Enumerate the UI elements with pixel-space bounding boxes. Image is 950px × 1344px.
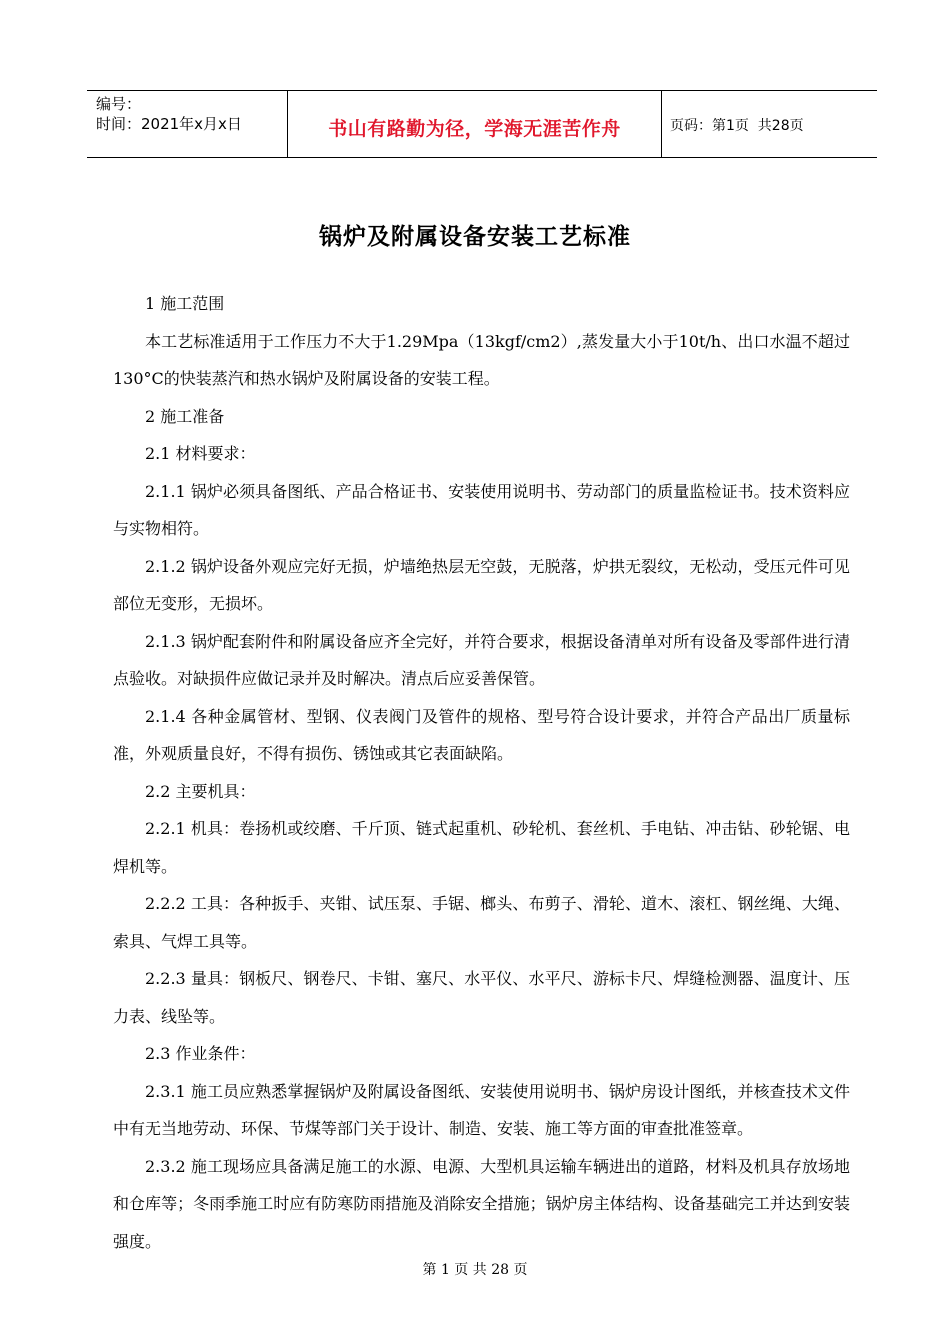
paragraph: 2.1.1 锅炉必须具备图纸、产品合格证书、安装使用说明书、劳动部门的质量监检证书。技术资料应与实物相符。: [113, 481, 850, 538]
paragraph: 本工艺标准适用于工作压力不大于1.29Mpa（13kgf/cm2）,蒸发量大小于10t/h、出口水温不超过130°C的快装蒸汽和热水锅炉及附属设备的安装工程。: [113, 331, 850, 388]
header-page-label: 页码：第1页 共28页: [670, 118, 804, 134]
section-heading: 2 施工准备: [145, 406, 225, 426]
document-header: [87, 90, 877, 158]
document-title: 锅炉及附属设备安装工艺标准: [319, 224, 631, 250]
document-time-label: 时间：2021年x月x日: [96, 115, 242, 133]
paragraph: 2.1.2 锅炉设备外观应完好无损，炉墙绝热层无空鼓，无脱落，炉拱无裂纹，无松动，受压元件可见部位无变形，无损坏。: [113, 556, 850, 613]
paragraph: 2.2.1 机具：卷扬机或绞磨、千斤顶、链式起重机、砂轮机、套丝机、手电钻、冲击钻、砂轮锯、电焊机等。: [113, 819, 850, 876]
paragraph: 2.2.2 工具：各种扳手、夹钳、试压泵、手锯、榔头、布剪子、滑轮、道木、滚杠、钢丝绳、大绳、索具、气焊工具等。: [113, 894, 850, 951]
footer-page-number: 第 1 页 共 28 页: [422, 1262, 528, 1278]
paragraph: 2.1.4 各种金属管材、型钢、仪表阀门及管件的规格、型号符合设计要求，并符合产品出厂质量标准，外观质量良好，不得有损伤、锈蚀或其它表面缺陷。: [113, 706, 850, 763]
subsection-heading: 2.1 材料要求：: [145, 444, 256, 463]
paragraph: 2.3.2 施工现场应具备满足施工的水源、电源、大型机具运输车辆进出的道路，材料及机具存放场地和仓库等；冬雨季施工时应有防寒防雨措施及消除安全措施；锅炉房主体结构、设备基础完工并达到安装强度。: [113, 1156, 850, 1251]
header-page-cell: [662, 91, 877, 157]
document-number-label: 编号：: [96, 95, 142, 113]
subsection-heading: 2.2 主要机具：: [145, 781, 256, 801]
header-motto: 书山有路勤为径，学海无涯苦作舟: [328, 117, 621, 140]
header-motto-cell: [288, 91, 662, 157]
paragraph: 2.3.1 施工员应熟悉掌握锅炉及附属设备图纸、安装使用说明书、锅炉房设计图纸，并核查技术文件中有无当地劳动、环保、节煤等部门关于设计、制造、安装、施工等方面的审查批准签章。: [113, 1081, 850, 1138]
paragraph: 2.2.3 量具：钢板尺、钢卷尺、卡钳、塞尺、水平仪、水平尺、游标卡尺、焊缝检测器、温度计、压力表、线坠等。: [113, 969, 850, 1026]
subsection-heading: 2.3 作业条件：: [145, 1044, 256, 1063]
paragraph: 2.1.3 锅炉配套附件和附属设备应齐全完好，并符合要求，根据设备清单对所有设备及零部件进行清点验收。对缺损件应做记录并及时解决。清点后应妥善保管。: [113, 631, 850, 688]
section-heading: 1 施工范围: [145, 294, 225, 313]
document-body: [113, 285, 850, 1260]
page-footer: [0, 1259, 950, 1279]
header-info-cell: [87, 91, 288, 157]
